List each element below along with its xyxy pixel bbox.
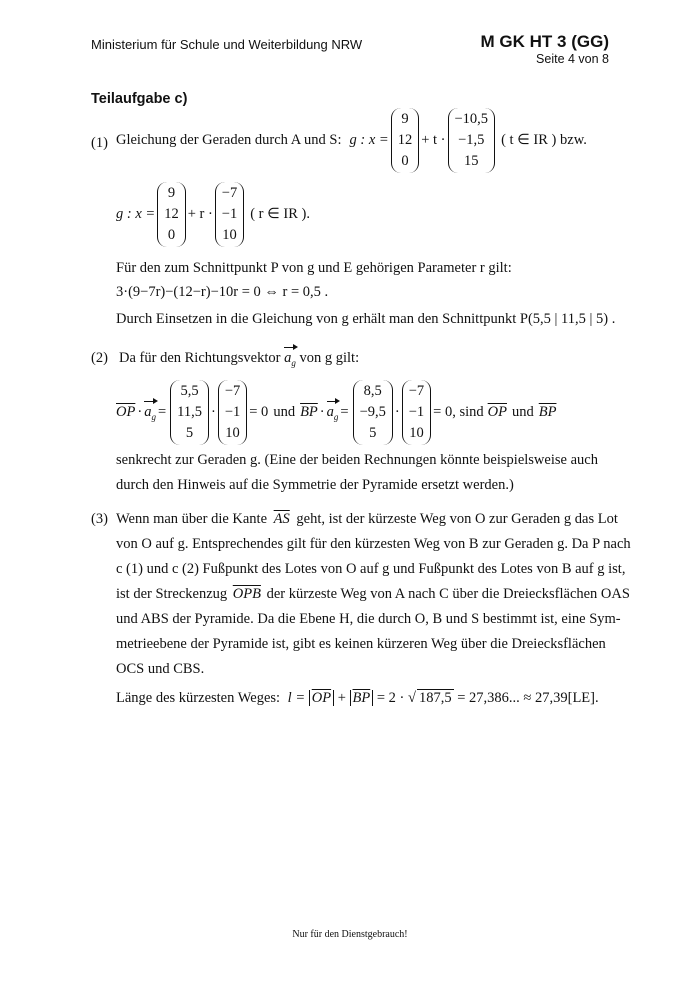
vector-entry: 10 [225,425,240,441]
vector-column [218,380,247,445]
vector-entry: 9 [401,111,409,127]
paragraph-line: Für den zum Schnittpunkt P von g und E gehörigen Parameter r gilt: [116,260,512,276]
intro-text: Gleichung der Geraden durch A und S: [116,132,342,148]
line-equation-2 [116,182,310,247]
vector-entry: 5 [185,425,194,441]
text-fragment: der kürzeste Weg von A nach C über die Dreiecksflächen OAS [266,586,630,602]
norm-op [309,690,334,706]
square-root: √ 187,5 [408,690,452,706]
direction-vector-symbol [284,350,296,368]
length-result: = 27,386... ≈ 27,39[LE]. [457,690,599,706]
param-range: ( r ∈ IR ). [250,206,310,222]
vector-column [402,380,431,445]
vector-subscript: g [151,411,156,422]
conjunction: , sind [452,404,484,420]
paragraph-line: metrieebene der Pyramide ist, gibt es keinen kürzeren Weg über die Dreiecksflächen [116,636,606,652]
paragraph-line: durch den Hinweis auf die Symmetrie der Pyramide ersetzt werden.) [116,477,514,493]
vector-entry: −1 [408,404,425,420]
position-vector [157,182,186,247]
vector-bp [353,380,393,445]
vector-entry: −7 [224,383,241,399]
vector-column [157,182,186,247]
vector-op-label: $\overline{OP}$ [311,690,332,706]
vector-symbol: a [284,350,292,366]
equals-zero: = 0 [249,404,269,420]
plus-sign: + [337,690,346,706]
radicand: 187,5 [418,690,452,706]
text-fragment: Wenn man über die Kante [116,511,268,527]
eq-prefix: g : x = [116,206,156,222]
vector-bp-label: $\overline{BP}$ [300,404,318,420]
direction-vector [402,380,431,445]
vector-entry: −1,5 [458,132,485,148]
paragraph-line [119,350,359,368]
vector-column [391,108,420,173]
text-fragment: geht, ist der kürzeste Weg von O zur Geraden g das Lot [296,511,618,527]
vector-entry: 5,5 [180,383,199,399]
norm-bp [350,690,374,706]
vector-entry: 12 [397,132,413,148]
param-term: + r · [187,206,213,222]
paragraph-line: Durch Einsetzen in die Gleichung von g erhält man den Schnittpunkt P(5,5 | 11,5 | 5) . [116,311,616,327]
vector-subscript: g [333,411,339,422]
calculation: 3·(9−7r)−(12−r)−10r = 0 ⇔ r = 0,5 . [116,284,329,300]
line-equation-1 [116,108,587,173]
paragraph-line: von O auf g. Entsprechendes gilt für den kürzesten Weg von B zur Geraden g. Da P nach [116,536,631,552]
conjunction: und [273,404,296,420]
paragraph-line [116,511,618,528]
vector-column [215,182,244,247]
position-vector [391,108,420,173]
vector-entry: 0 [401,153,409,169]
length-formula: l = [287,690,306,706]
vector-op-label: $\overline{OP}$ [116,404,136,420]
vector-entry: 0 [167,227,176,243]
vector-entry: 10 [222,227,237,243]
vector-op-label: $\overline{OP}$ [487,404,507,420]
intro-text: Da für den Richtungsvektor [119,350,281,366]
paragraph-line: und ABS der Pyramide. Da die Ebene H, die durch O, B und S bestimmt ist, eine Sym- [116,611,621,627]
vector-entry: 10 [409,425,424,441]
vector-entry: −10,5 [454,111,489,127]
exam-code: M GK HT 3 (GG) [480,32,609,51]
vector-column [170,380,209,445]
vector-entry: 5 [369,425,377,441]
vector-bp-label: $\overline{BP}$ [352,690,371,706]
direction-vector [218,380,247,445]
equals-zero: = 0 [433,404,453,420]
vector-subscript: g [291,357,296,368]
eq-prefix: g : x = [349,132,389,148]
item-number-3: (3) [91,511,108,527]
vector-op [170,380,209,445]
vector-entry: 8,5 [363,383,382,399]
direction-vector-symbol [327,404,339,422]
length-equals: = 2 · [376,690,405,706]
direction-vector [448,108,496,173]
param-term: + t · [421,132,446,148]
segment-label: $\overline{OPB}$ [232,586,261,602]
paragraph-line: c (1) und c (2) Fußpunkt des Lotes von O auf g und Fußpunkt des Lotes von B auf g ist, [116,561,626,577]
paragraph-line: senkrecht zur Geraden g. (Eine der beiden Rechnungen könnte beispielsweise auch [116,452,598,468]
item-number-2: (2) [91,350,108,366]
vector-symbol: a [144,403,152,420]
paragraph-line [116,586,630,603]
vector-entry: 11,5 [177,404,202,420]
vector-symbol: a [326,403,334,420]
vector-entry: −9,5 [359,404,386,420]
ministry-header: Ministerium für Schule und Weiterbildung NRW [91,37,363,52]
section-title: Teilaufgabe c) [91,91,188,107]
vector-entry: 15 [464,153,479,169]
vector-column [353,380,393,445]
vector-entry: 9 [167,185,176,201]
vector-entry: −7 [408,383,425,399]
segment-label: $\overline{AS}$ [273,511,290,527]
item-number-1: (1) [91,135,108,151]
conjunction: und [511,404,534,420]
length-label: Länge des kürzesten Weges: [116,690,281,706]
footer-note: Nur für den Dienstgebrauch! [292,929,408,940]
vector-entry: −1 [224,404,241,420]
vector-entry: −1 [221,206,238,222]
vector-entry: 12 [164,206,179,222]
direction-vector [215,182,244,247]
paragraph-line: OCS und CBS. [116,661,205,677]
vector-column [448,108,496,173]
page-number: Seite 4 von 8 [536,52,609,66]
vector-bp-label: $\overline{BP}$ [538,404,557,420]
intro-text: von g gilt: [299,350,360,366]
text-fragment: ist der Streckenzug [116,586,228,602]
path-length-line [116,690,599,707]
dot-product-line: $\overline{OP}$ · $a_g$ = 5,5 11,5 5 · −7 −1 10 = 0 und $\overline{BP}$ · $a_g$ = 8,5 −9,5 5 · −7 −1 10 = 0 , sind $\overline{OP}$ und $\overline{BP}$ [116,380,556,445]
param-range: ( t ∈ IR ) bzw. [501,132,587,148]
direction-vector-symbol [144,404,156,422]
vector-entry: −7 [221,185,238,201]
